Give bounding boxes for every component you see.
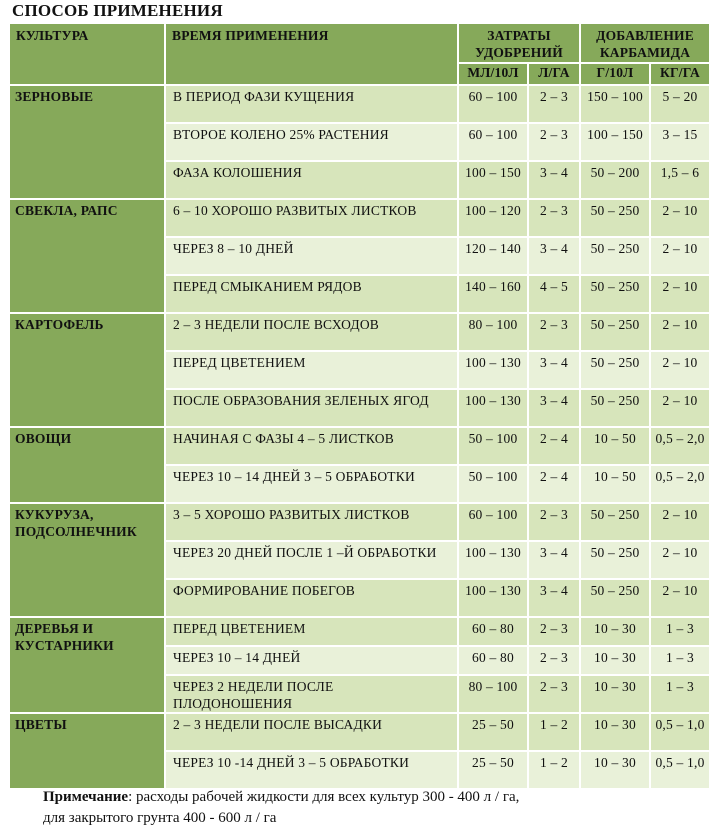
time-cell: 6 – 10 ХОРОШО РАЗВИТЫХ ЛИСТКОВ <box>165 199 458 237</box>
g-per-10l-cell: 50 – 250 <box>580 579 650 617</box>
l-per-ha-cell: 3 – 4 <box>528 541 580 579</box>
l-per-ha-cell: 2 – 3 <box>528 646 580 675</box>
l-per-ha-cell: 3 – 4 <box>528 579 580 617</box>
kg-per-ha-cell: 2 – 10 <box>650 389 710 427</box>
unit-l-ha: Л/ГА <box>528 63 580 85</box>
g-per-10l-cell: 50 – 250 <box>580 351 650 389</box>
unit-kg-ha: КГ/ГА <box>650 63 710 85</box>
header-culture: КУЛЬТУРА <box>9 23 165 85</box>
ml-per-10l-cell: 25 – 50 <box>458 713 528 751</box>
ml-per-10l-cell: 60 – 100 <box>458 123 528 161</box>
ml-per-10l-cell: 140 – 160 <box>458 275 528 313</box>
ml-per-10l-cell: 120 – 140 <box>458 237 528 275</box>
kg-per-ha-cell: 2 – 10 <box>650 351 710 389</box>
l-per-ha-cell: 2 – 3 <box>528 675 580 713</box>
g-per-10l-cell: 50 – 250 <box>580 541 650 579</box>
l-per-ha-cell: 1 – 2 <box>528 713 580 751</box>
culture-cell: ЗЕРНОВЫЕ <box>9 85 165 199</box>
time-cell: ПЕРЕД СМЫКАНИЕМ РЯДОВ <box>165 275 458 313</box>
ml-per-10l-cell: 50 – 100 <box>458 427 528 465</box>
l-per-ha-cell: 2 – 3 <box>528 123 580 161</box>
culture-cell: КУКУРУЗА, ПОДСОЛНЕЧНИК <box>9 503 165 617</box>
ml-per-10l-cell: 80 – 100 <box>458 313 528 351</box>
kg-per-ha-cell: 2 – 10 <box>650 313 710 351</box>
ml-per-10l-cell: 100 – 150 <box>458 161 528 199</box>
time-cell: ПОСЛЕ ОБРАЗОВАНИЯ ЗЕЛЕНЫХ ЯГОД <box>165 389 458 427</box>
culture-cell: КАРТОФЕЛЬ <box>9 313 165 427</box>
kg-per-ha-cell: 1 – 3 <box>650 646 710 675</box>
table-row <box>9 313 710 351</box>
unit-ml-10l: МЛ/10Л <box>458 63 528 85</box>
footnote-label: Примечание <box>43 789 129 805</box>
time-cell: ЧЕРЕЗ 10 – 14 ДНЕЙ <box>165 646 458 675</box>
g-per-10l-cell: 10 – 30 <box>580 646 650 675</box>
kg-per-ha-cell: 2 – 10 <box>650 541 710 579</box>
time-cell: ПЕРЕД ЦВЕТЕНИЕМ <box>165 617 458 646</box>
g-per-10l-cell: 50 – 200 <box>580 161 650 199</box>
time-cell: ФАЗА КОЛОШЕНИЯ <box>165 161 458 199</box>
l-per-ha-cell: 3 – 4 <box>528 237 580 275</box>
time-cell: ЧЕРЕЗ 10 -14 ДНЕЙ 3 – 5 ОБРАБОТКИ <box>165 751 458 789</box>
ml-per-10l-cell: 60 – 80 <box>458 617 528 646</box>
g-per-10l-cell: 100 – 150 <box>580 123 650 161</box>
time-cell: ЧЕРЕЗ 20 ДНЕЙ ПОСЛЕ 1 –Й ОБРАБОТКИ <box>165 541 458 579</box>
g-per-10l-cell: 10 – 30 <box>580 713 650 751</box>
table-row <box>9 199 710 237</box>
time-cell: ЧЕРЕЗ 2 НЕДЕЛИ ПОСЛЕ ПЛОДОНОШЕНИЯ <box>165 675 458 713</box>
g-per-10l-cell: 10 – 30 <box>580 675 650 713</box>
kg-per-ha-cell: 2 – 10 <box>650 199 710 237</box>
time-cell: НАЧИНАЯ С ФАЗЫ 4 – 5 ЛИСТКОВ <box>165 427 458 465</box>
kg-per-ha-cell: 2 – 10 <box>650 503 710 541</box>
time-cell: ФОРМИРОВАНИЕ ПОБЕГОВ <box>165 579 458 617</box>
l-per-ha-cell: 3 – 4 <box>528 389 580 427</box>
application-table <box>8 22 711 790</box>
g-per-10l-cell: 10 – 50 <box>580 427 650 465</box>
g-per-10l-cell: 150 – 100 <box>580 85 650 123</box>
g-per-10l-cell: 50 – 250 <box>580 389 650 427</box>
footnote-line-2: для закрытого грунта 400 - 600 л / га <box>43 810 277 826</box>
time-cell: 2 – 3 НЕДЕЛИ ПОСЛЕ ВЫСАДКИ <box>165 713 458 751</box>
l-per-ha-cell: 2 – 3 <box>528 313 580 351</box>
l-per-ha-cell: 4 – 5 <box>528 275 580 313</box>
ml-per-10l-cell: 50 – 100 <box>458 465 528 503</box>
l-per-ha-cell: 3 – 4 <box>528 161 580 199</box>
kg-per-ha-cell: 2 – 10 <box>650 275 710 313</box>
time-cell: В ПЕРИОД ФАЗИ КУЩЕНИЯ <box>165 85 458 123</box>
section-title: СПОСОБ ПРИМЕНЕНИЯ <box>12 1 223 20</box>
kg-per-ha-cell: 0,5 – 2,0 <box>650 427 710 465</box>
kg-per-ha-cell: 1,5 – 6 <box>650 161 710 199</box>
l-per-ha-cell: 2 – 3 <box>528 199 580 237</box>
ml-per-10l-cell: 100 – 130 <box>458 541 528 579</box>
g-per-10l-cell: 50 – 250 <box>580 237 650 275</box>
l-per-ha-cell: 2 – 4 <box>528 465 580 503</box>
kg-per-ha-cell: 0,5 – 1,0 <box>650 713 710 751</box>
table-row <box>9 85 710 123</box>
table-row <box>9 503 710 541</box>
g-per-10l-cell: 50 – 250 <box>580 313 650 351</box>
kg-per-ha-cell: 2 – 10 <box>650 237 710 275</box>
g-per-10l-cell: 50 – 250 <box>580 275 650 313</box>
g-per-10l-cell: 10 – 50 <box>580 465 650 503</box>
ml-per-10l-cell: 60 – 100 <box>458 85 528 123</box>
g-per-10l-cell: 50 – 250 <box>580 199 650 237</box>
time-cell: ЧЕРЕЗ 8 – 10 ДНЕЙ <box>165 237 458 275</box>
footnote-line-1: : расходы рабочей жидкости для всех культур 300 - 400 л / га, <box>128 789 520 805</box>
kg-per-ha-cell: 0,5 – 1,0 <box>650 751 710 789</box>
table-row <box>9 713 710 751</box>
l-per-ha-cell: 2 – 3 <box>528 617 580 646</box>
header-fertilizer: ЗАТРАТЫ УДОБРЕНИЙ <box>458 23 580 63</box>
time-cell: ЧЕРЕЗ 10 – 14 ДНЕЙ 3 – 5 ОБРАБОТКИ <box>165 465 458 503</box>
culture-cell: ОВОЩИ <box>9 427 165 503</box>
kg-per-ha-cell: 5 – 20 <box>650 85 710 123</box>
l-per-ha-cell: 2 – 4 <box>528 427 580 465</box>
header-row <box>9 23 710 63</box>
ml-per-10l-cell: 60 – 100 <box>458 503 528 541</box>
ml-per-10l-cell: 100 – 130 <box>458 389 528 427</box>
g-per-10l-cell: 10 – 30 <box>580 751 650 789</box>
l-per-ha-cell: 2 – 3 <box>528 503 580 541</box>
header-time: ВРЕМЯ ПРИМЕНЕНИЯ <box>165 23 458 85</box>
culture-cell: СВЕКЛА, РАПС <box>9 199 165 313</box>
g-per-10l-cell: 10 – 30 <box>580 617 650 646</box>
ml-per-10l-cell: 60 – 80 <box>458 646 528 675</box>
footnote <box>43 787 519 829</box>
culture-cell: ДЕРЕВЬЯ И КУСТАРНИКИ <box>9 617 165 713</box>
time-cell: ПЕРЕД ЦВЕТЕНИЕМ <box>165 351 458 389</box>
unit-g-10l: Г/10Л <box>580 63 650 85</box>
kg-per-ha-cell: 3 – 15 <box>650 123 710 161</box>
l-per-ha-cell: 1 – 2 <box>528 751 580 789</box>
l-per-ha-cell: 3 – 4 <box>528 351 580 389</box>
header-urea: ДОБАВЛЕНИЕ КАРБАМИДА <box>580 23 710 63</box>
ml-per-10l-cell: 80 – 100 <box>458 675 528 713</box>
time-cell: 3 – 5 ХОРОШО РАЗВИТЫХ ЛИСТКОВ <box>165 503 458 541</box>
time-cell: 2 – 3 НЕДЕЛИ ПОСЛЕ ВСХОДОВ <box>165 313 458 351</box>
kg-per-ha-cell: 1 – 3 <box>650 617 710 646</box>
kg-per-ha-cell: 1 – 3 <box>650 675 710 713</box>
ml-per-10l-cell: 100 – 120 <box>458 199 528 237</box>
kg-per-ha-cell: 2 – 10 <box>650 579 710 617</box>
table-row <box>9 427 710 465</box>
ml-per-10l-cell: 100 – 130 <box>458 579 528 617</box>
g-per-10l-cell: 50 – 250 <box>580 503 650 541</box>
ml-per-10l-cell: 25 – 50 <box>458 751 528 789</box>
kg-per-ha-cell: 0,5 – 2,0 <box>650 465 710 503</box>
table-row <box>9 617 710 646</box>
ml-per-10l-cell: 100 – 130 <box>458 351 528 389</box>
l-per-ha-cell: 2 – 3 <box>528 85 580 123</box>
time-cell: ВТОРОЕ КОЛЕНО 25% РАСТЕНИЯ <box>165 123 458 161</box>
culture-cell: ЦВЕТЫ <box>9 713 165 789</box>
